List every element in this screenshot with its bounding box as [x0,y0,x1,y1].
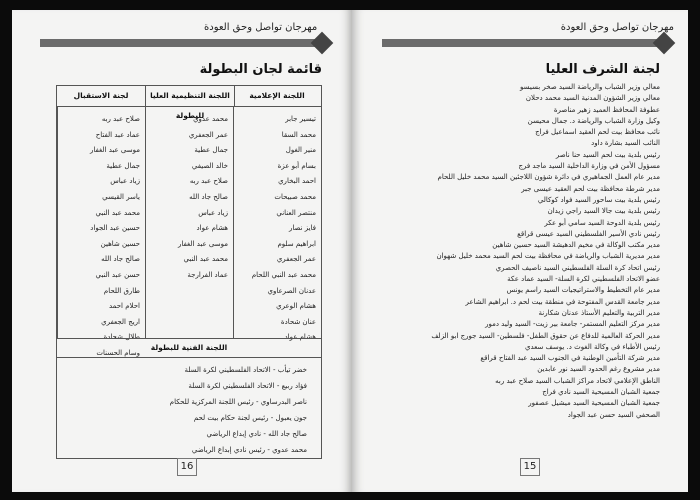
list-item: محمد صبيحات [274,192,316,201]
list-item: وسام الحسنات [96,348,140,357]
list-item: مدير شركة التأمين الوطنية في الجنوب السيد عبد الفتاح قراقع [480,354,660,363]
list-item: بسام أبو عزة [277,161,316,170]
list-item: رئيس الأطباء في وكالة الغوث د. يوسف سعدي [525,342,660,351]
list-item: عضو الاتحاد الفلسطيني لكرة السلة- السيد عماد عكة [507,275,660,284]
column-reception [57,106,146,357]
list-item: رئيس بلدية الدوحة السيد سامي أبو عكر [544,218,660,227]
list-item: الصحفي السيد حسن عبد الجواد [567,410,660,419]
list-item: مدير شرطة محافظة بيت لحم العقيد عيسى جبر [521,184,660,193]
list-item: ناصر البدرساوي - رئيس اللجنة المركزية للحكام [169,398,307,406]
list-item: احلام احمد [108,302,140,311]
list-item: حسين عبد الجواد [90,224,140,233]
list-item: محمد عبد النبي [183,255,228,264]
column-header-organizing: اللجنة التنظيمية العليا للبطولة [145,86,235,107]
list-item: الناطق الإعلامي لاتحاد مراكز الشباب السيد صلاح عبد ربه [495,376,660,385]
list-item: عماد الفرارجة [187,270,228,279]
list-item: جمال عطية [106,161,140,170]
list-item: حسن عبد النبي [95,270,140,279]
column-organizing [145,106,234,338]
list-item: زياد عباس [198,208,228,217]
list-item: مدير الحركة العالمية للدفاع عن حقوق الطفل- فلسطين- السيد جورج ابو الزلف [431,331,660,340]
list-item: عطوفة المحافظ العميد زهير مناصرة [553,105,660,114]
list-item: ياسر القيسي [102,192,140,201]
list-item: محمد عبد النبي اللحام [251,270,316,279]
list-item: جمعية الشبان المسيحية السيد ميشيل عصفور [528,399,660,408]
list-item: هشام الوعري [276,302,316,311]
page-16 [12,10,352,492]
column-media [233,106,322,342]
list-item: محمد عدوي [193,115,228,123]
list-item: هشام عواد [196,224,228,233]
list-item: جون يعبول - رئيس لجنة حكام بيت لحم [193,414,307,422]
list-item: مدير عام العمل الجماهيري في دائرة شؤون اللاجئين السيد محمد خليل اللحام [437,173,660,182]
list-item: صلاح عبد ربه [101,115,140,123]
festival-header: مهرجان تواصل وحق العودة [560,22,674,33]
list-item: فؤاد ربيع - الاتحاد الفلسطيني لكرة السلة [188,382,307,390]
list-item: ابراهيم سلوم [277,239,316,248]
header-bar [40,39,322,47]
list-item: عمر الجعفري [188,130,228,139]
list-item: عمر الجعفري [276,255,316,264]
page-number: 15 [520,458,540,476]
list-item: اريج الجعفري [101,317,140,326]
list-item: رئيس بلدية بيت لحم السيد حنا ناصر [555,150,660,159]
festival-header: مهرجان تواصل وحق العودة [204,22,318,33]
booklet-spread [12,10,688,492]
list-item: موسى عبد الغفار [90,146,140,155]
list-item: طلال شحادة [103,333,140,342]
list-item: صالح جاد الله - نادي إبداع الرياضي [206,430,307,438]
list-item: طارق اللحام [103,286,140,295]
list-item: مدير التربية والتعليم الأستاذ عدنان شكارنة [538,308,660,317]
list-item: رئيس اتحاد كرة السلة الفلسطيني السيد ناصيف الحصري [495,263,660,272]
list-item: معالي وزير الشؤون المدنية السيد محمد دحلان [525,94,660,103]
list-item: مدير مشروع رغم الحدود السيد نور عابدين [537,365,660,374]
list-item: وكيل وزارة الشباب والرياضة د. جمال محيسن [527,116,660,125]
list-item: منير الغول [285,146,316,155]
list-item: موسى عبد الغفار [178,239,228,248]
list-item: عماد عبد الفتاح [95,130,140,139]
column-header-media: اللجنة الإعلامية [233,86,321,107]
list-item: فايز نصار [288,224,316,233]
list-item: حسين شاهين [100,239,140,248]
page-title: قائمة لجان البطولة [199,62,322,77]
page-15 [352,10,688,492]
list-item: النائب السيد بشارة داود [591,139,660,148]
list-item: مسؤول الأمن في وزارة الداخلية السيد ماجد فرج [518,162,660,171]
list-item: خالد الصيفي [191,161,228,170]
list-item: احمد البخاري [278,177,316,186]
list-item: مدير مكتب الوكالة في مخيم الدهيشة السيد حسين شاهين [492,241,660,250]
list-item: رئيس بلدية بيت ساحور السيد فواد كوكالي [537,195,660,204]
list-item: محمد عبد النبي [95,208,140,217]
list-item: رئيس نادي الأسير الفلسطيني السيد عيسى قراقع [517,229,660,238]
honor-committee-list [390,82,660,421]
technical-committee-header: اللجنة الفنية للبطولة [57,338,321,358]
header-bar [382,39,664,47]
list-item: زياد عباس [110,177,140,186]
list-item: عدنان الصرعاوي [267,286,316,295]
list-item: منتصر العناني [276,208,316,217]
column-header-reception: لجنة الاستقبال [57,86,145,107]
list-item: نائب محافظ بيت لحم العقيد اسماعيل فراج [535,128,660,137]
list-item: مدير عام التخطيط والاستراتيجيات السيد راسم يونس [506,286,660,295]
list-item: هشام عواد [284,333,316,342]
technical-committee-list [57,358,321,458]
page-title: لجنة الشرف العليا [545,62,660,77]
committees-table [56,85,322,459]
list-item: صالح جاد الله [189,192,228,201]
list-item: خضر تيأب - الاتحاد الفلسطيني لكرة السلة [184,366,307,374]
list-item: مدير جامعة القدس المفتوحة في منطقة بيت لحم د. ابراهيم الشاعر [465,297,660,306]
list-item: محمد عدوي - رئيس نادي إبداع الرياضي [191,446,307,454]
list-item: تيسير جابر [285,115,316,123]
list-item: مدير مديرية الشباب والرياضة في محافظة بيت لحم السيد محمد خليل شهوان [436,252,660,261]
list-item: رئيس بلدية بيت جالا السيد راجي زيدان [547,207,660,216]
list-item: محمد السقا [281,130,316,139]
list-item: عنان شحادة [280,317,316,326]
list-item: مدير مركز التعليم المستمر- جامعة بير زيت- السيد وليد دمور [485,320,660,329]
list-item: صالح جاد الله [101,255,140,264]
list-item: جمال عطية [194,146,228,155]
page-number: 16 [177,458,197,476]
list-item: جمعية الشبان المسيحية السيد نادي فراج [542,388,660,397]
list-item: صلاح عبد ربه [189,177,228,186]
list-item: معالي وزير الشباب والرياضة السيد صخر بسيسو [519,83,660,91]
